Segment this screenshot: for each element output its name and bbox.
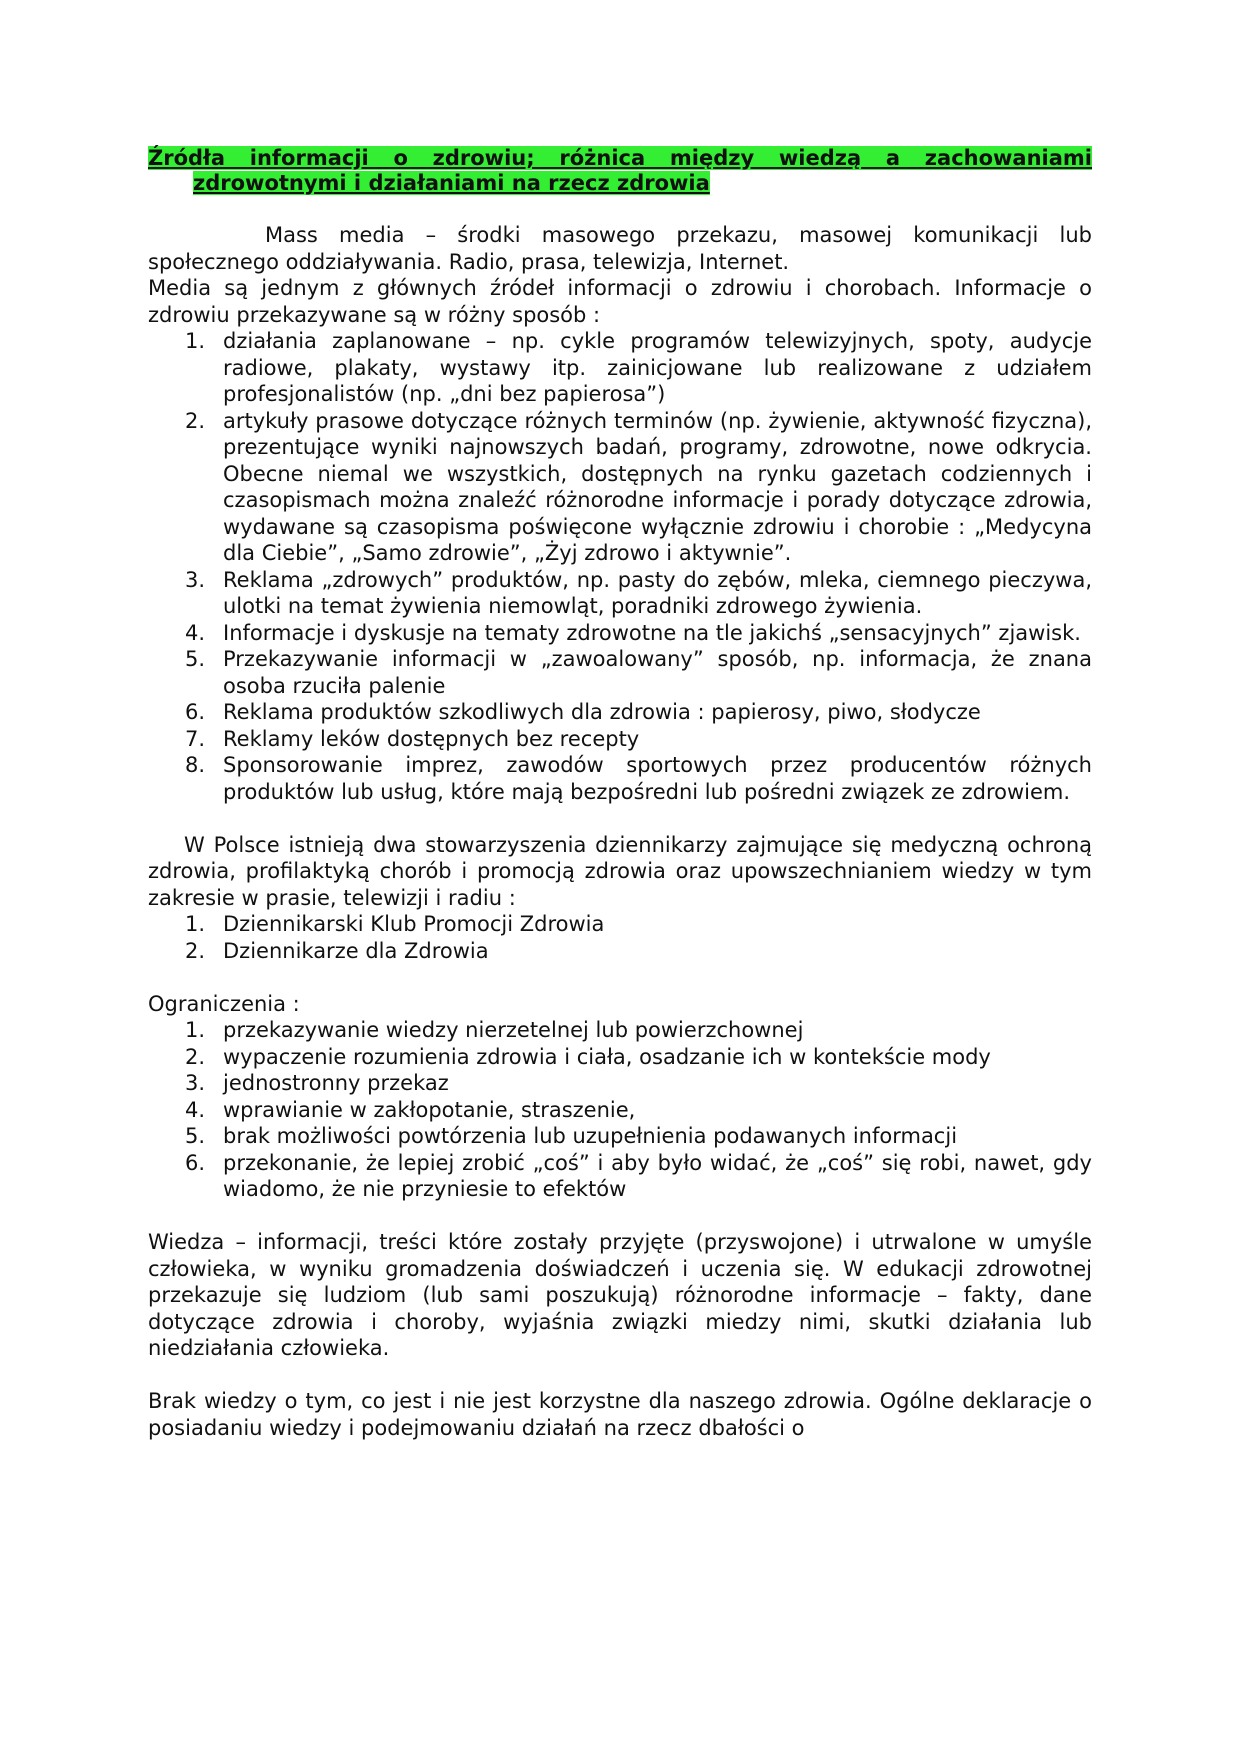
paragraph-knowledge: Wiedza – informacji, treści które zostały przyjęte (przyswojone) i utrwalone w umyśle człowieka, w wyniku gromadzenia doświadczeń i uczenia się. W edukacji zdrowotnej przekazuje się ludziom (lub sami poszukują) różnorodne informacje – fakty, dane dotyczące zdrowia i choroby, wyjaśnia związki miedzy nimi, skutki działania lub niedziałania człowieka.: [148, 1230, 1092, 1360]
list-item: 1. Dziennikarski Klub Promocji Zdrowia: [185, 912, 605, 936]
list-item: 2. artykuły prasowe dotyczące różnych terminów (np. żywienie, aktywność fizyczna), prezentujące wyniki najnowszych badań, programy, zdrowotne, nowe odkrycia. Obecne niemal we wszystkich, dostępnych na rynku gazetach codziennych i czasopismach można znaleźć różnorodne informacje i porady dotyczące zdrowia, wydawane są czasopisma poświęcone wyłącznie zdrowiu i chorobie : „Medycyna dla Ciebie”, „Samo zdrowie”, „Żyj zdrowo i aktywnie”.: [185, 408, 1092, 565]
spacer: [148, 1362, 1092, 1389]
list-item: 1. przekazywanie wiedzy nierzetelnej lub powierzchownej: [185, 1018, 804, 1042]
paragraph-limitations-heading: Ograniczenia :: [148, 991, 300, 1016]
spacer: [148, 1203, 1092, 1230]
list-item: 3. jednostronny przekaz: [185, 1071, 449, 1095]
list-item: 7. Reklamy leków dostępnych bez recepty: [185, 726, 640, 751]
list-item: 8. Sponsorowanie imprez, zawodów sportowych przez producentów różnych produktów lub usług, które mają bezpośredni lub pośredni związek ze zdrowiem.: [185, 753, 1092, 804]
list-item: 2. Dziennikarze dla Zdrowia: [185, 938, 489, 963]
list-associations: [148, 911, 1092, 964]
list-item: 4. Informacje i dyskusje na tematy zdrowotne na tle jakichś „sensacyjnych” zjawisk.: [185, 620, 1081, 645]
list-limitations: [148, 1017, 1092, 1203]
spacer: [148, 805, 1092, 832]
paragraph-associations: W Polsce istnieją dwa stowarzyszenia dziennikarzy zajmujące się medyczną ochroną zdrowia, profilaktyką chorób i promocją zdrowia oraz upowszechnianiem wiedzy w tym zakresie w prasie, telewizji i radiu :: [148, 832, 1092, 910]
list-item: 5. Przekazywanie informacji w „zawoalowany” sposób, np. informacja, że znana osoba rzuciła palenie: [185, 647, 1092, 698]
list-item: 6. przekonanie, że lepiej zrobić „coś” i aby było widać, że „coś” się robi, nawet, gdy wiadomo, że nie przyniesie to efektów: [185, 1150, 1092, 1201]
spacer: [148, 964, 1092, 991]
paragraph-mass-media: Mass media – środki masowego przekazu, masowej komunikacji lub społecznego oddziaływania. Radio, prasa, telewizja, Internet.: [148, 223, 1092, 274]
list-item: 3. Reklama „zdrowych” produktów, np. pasty do zębów, mleka, ciemnego pieczywa, ulotki na temat żywienia niemowląt, poradniki zdrowego żywienia.: [185, 567, 1092, 618]
list-item: 6. Reklama produktów szkodliwych dla zdrowia : papierosy, piwo, słodycze: [185, 700, 981, 724]
paragraph-media-sources: Media są jednym z głównych źródeł informacji o zdrowiu i chorobach. Informacje o zdrowiu przekazywane są w różny sposób :: [148, 276, 1092, 327]
list-item: 4. wprawianie w zakłopotanie, straszenie,: [185, 1097, 636, 1122]
list-item: 1. działania zaplanowane – np. cykle programów telewizyjnych, spoty, audycje radiowe, plakaty, wystawy itp. zainicjowane lub realizowane z udziałem profesjonalistów (np. „dni bez papierosa”): [185, 329, 1092, 406]
paragraph-lack-of-knowledge: Brak wiedzy o tym, co jest i nie jest korzystne dla naszego zdrowia. Ogólne deklaracje o posiadaniu wiedzy i podejmowaniu działań na rzecz dbałości o: [148, 1389, 1092, 1440]
list-item: 5. brak możliwości powtórzenia lub uzupełnienia podawanych informacji: [185, 1124, 958, 1148]
list-item: 2. wypaczenie rozumienia zdrowia i ciała, osadzanie ich w kontekście mody: [185, 1044, 991, 1069]
document-page: [148, 146, 1092, 1441]
document-title: Źródła informacji o zdrowiu; różnica między wiedzą a zachowaniami zdrowotnymi i działaniami na rzecz zdrowia: [148, 146, 1092, 195]
list-media-forms: [148, 328, 1092, 805]
